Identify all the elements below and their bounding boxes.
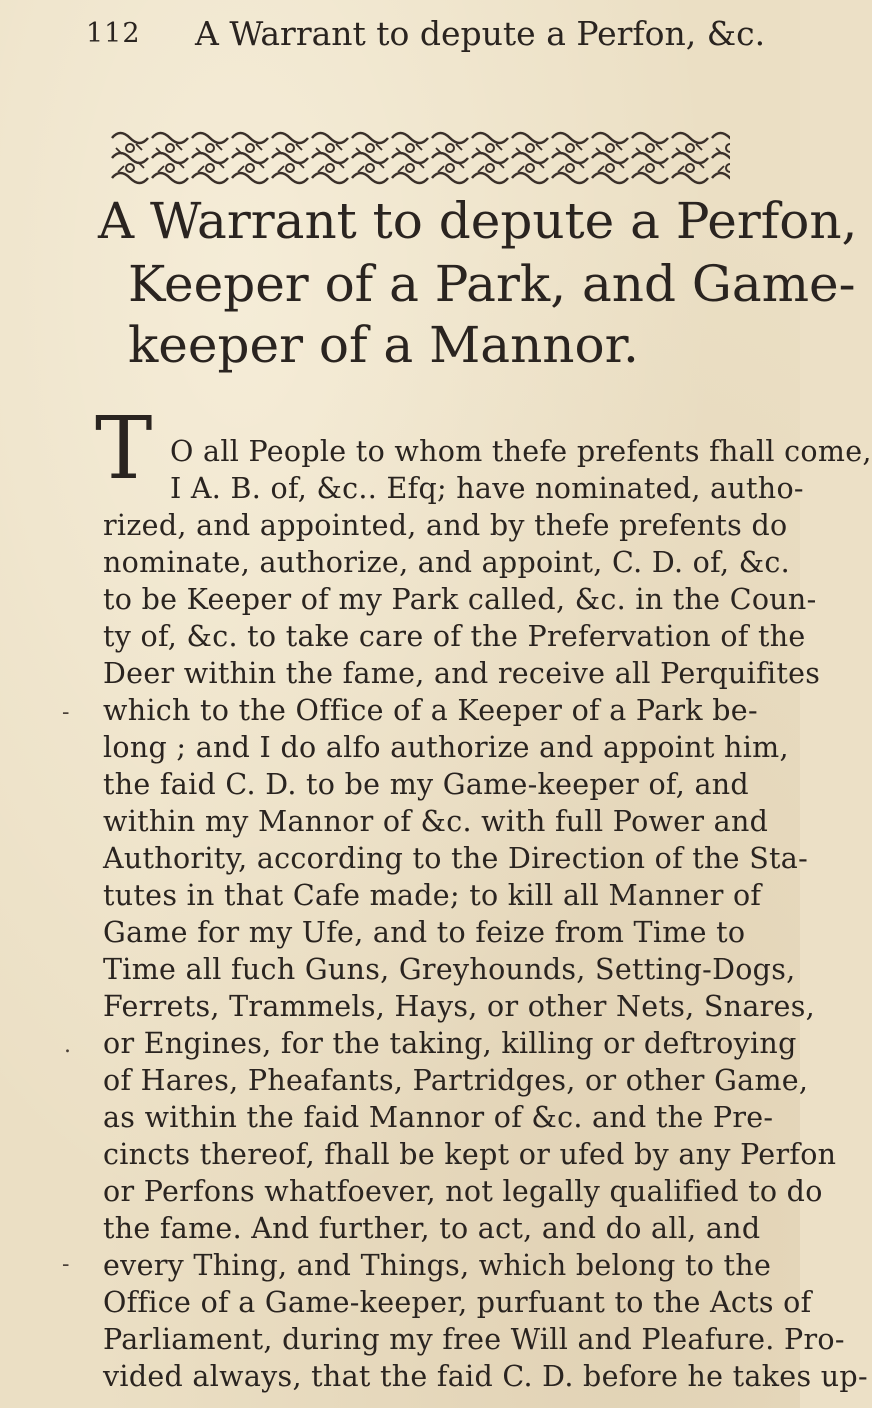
text-line: ty of, &c. to take care of the Prefervation of the [103, 620, 806, 653]
text-line: nominate, authorize, and appoint, C. D. of, &c. [103, 546, 790, 579]
drop-cap: T [95, 399, 153, 499]
text-line: long ; and I do alfo authorize and appoint him, [103, 731, 789, 764]
text-line: every Thing, and Things, which belong to the [103, 1249, 772, 1282]
text-line: Time all fuch Guns, Greyhounds, Setting-Dogs, [103, 953, 796, 986]
text-line: of Hares, Pheafants, Partridges, or other Game, [103, 1064, 809, 1097]
text-line: or Engines, for the taking, killing or deftroying [103, 1027, 797, 1060]
text-line: Game for my Ufe, and to feize from Time to [103, 916, 746, 949]
text-line: as within the faid Mannor of &c. and the Pre- [103, 1101, 774, 1134]
text-line: Ferrets, Trammels, Hays, or other Nets, Snares, [103, 990, 815, 1023]
page-number: 112 [86, 18, 141, 49]
running-title: A Warrant to depute a Perfon, &c. [195, 14, 766, 53]
text-line: within my Mannor of &c. with full Power and [103, 805, 769, 838]
text-line: O all People to whom thefe prefents fhall come, [170, 435, 872, 468]
title-line-1: A Warrant to depute a Perfon, [98, 192, 858, 250]
running-head [0, 14, 800, 54]
text-line: or Perfons whatfoever, not legally qualified to do [103, 1175, 823, 1208]
text-line: cincts thereof, fhall be kept or ufed by any Perfon [103, 1138, 837, 1171]
text-line: Authority, according to the Direction of the Sta- [103, 842, 809, 875]
text-line: Parliament, during my free Will and Pleafure. Pro- [103, 1323, 845, 1356]
text-line: the faid C. D. to be my Game-keeper of, and [103, 768, 749, 801]
text-line: the fame. And further, to act, and do all, and [103, 1212, 761, 1245]
text-line: rized, and appointed, and by thefe prefents do [103, 509, 788, 542]
text-line: to be Keeper of my Park called, &c. in the Coun- [103, 583, 817, 616]
printers-ornament-band [110, 128, 730, 190]
margin-mark: ‐ [62, 700, 70, 725]
margin-mark: ‐ [62, 1252, 70, 1277]
text-line: vided always, that the faid C. D. before he takes up- [103, 1360, 868, 1393]
text-line: Office of a Game-keeper, purfuant to the Acts of [103, 1286, 812, 1319]
text-line: I A. B. of, &c.. Efq; have nominated, autho- [170, 472, 804, 505]
text-line: Deer within the fame, and receive all Perquifites [103, 657, 821, 690]
margin-mark: . [64, 1033, 71, 1058]
title-line-3: keeper of a Mannor. [128, 316, 639, 374]
text-line: tutes in that Cafe made; to kill all Manner of [103, 879, 762, 912]
text-line: which to the Office of a Keeper of a Park be- [103, 694, 758, 727]
title-line-2: Keeper of a Park, and Game- [128, 255, 856, 313]
